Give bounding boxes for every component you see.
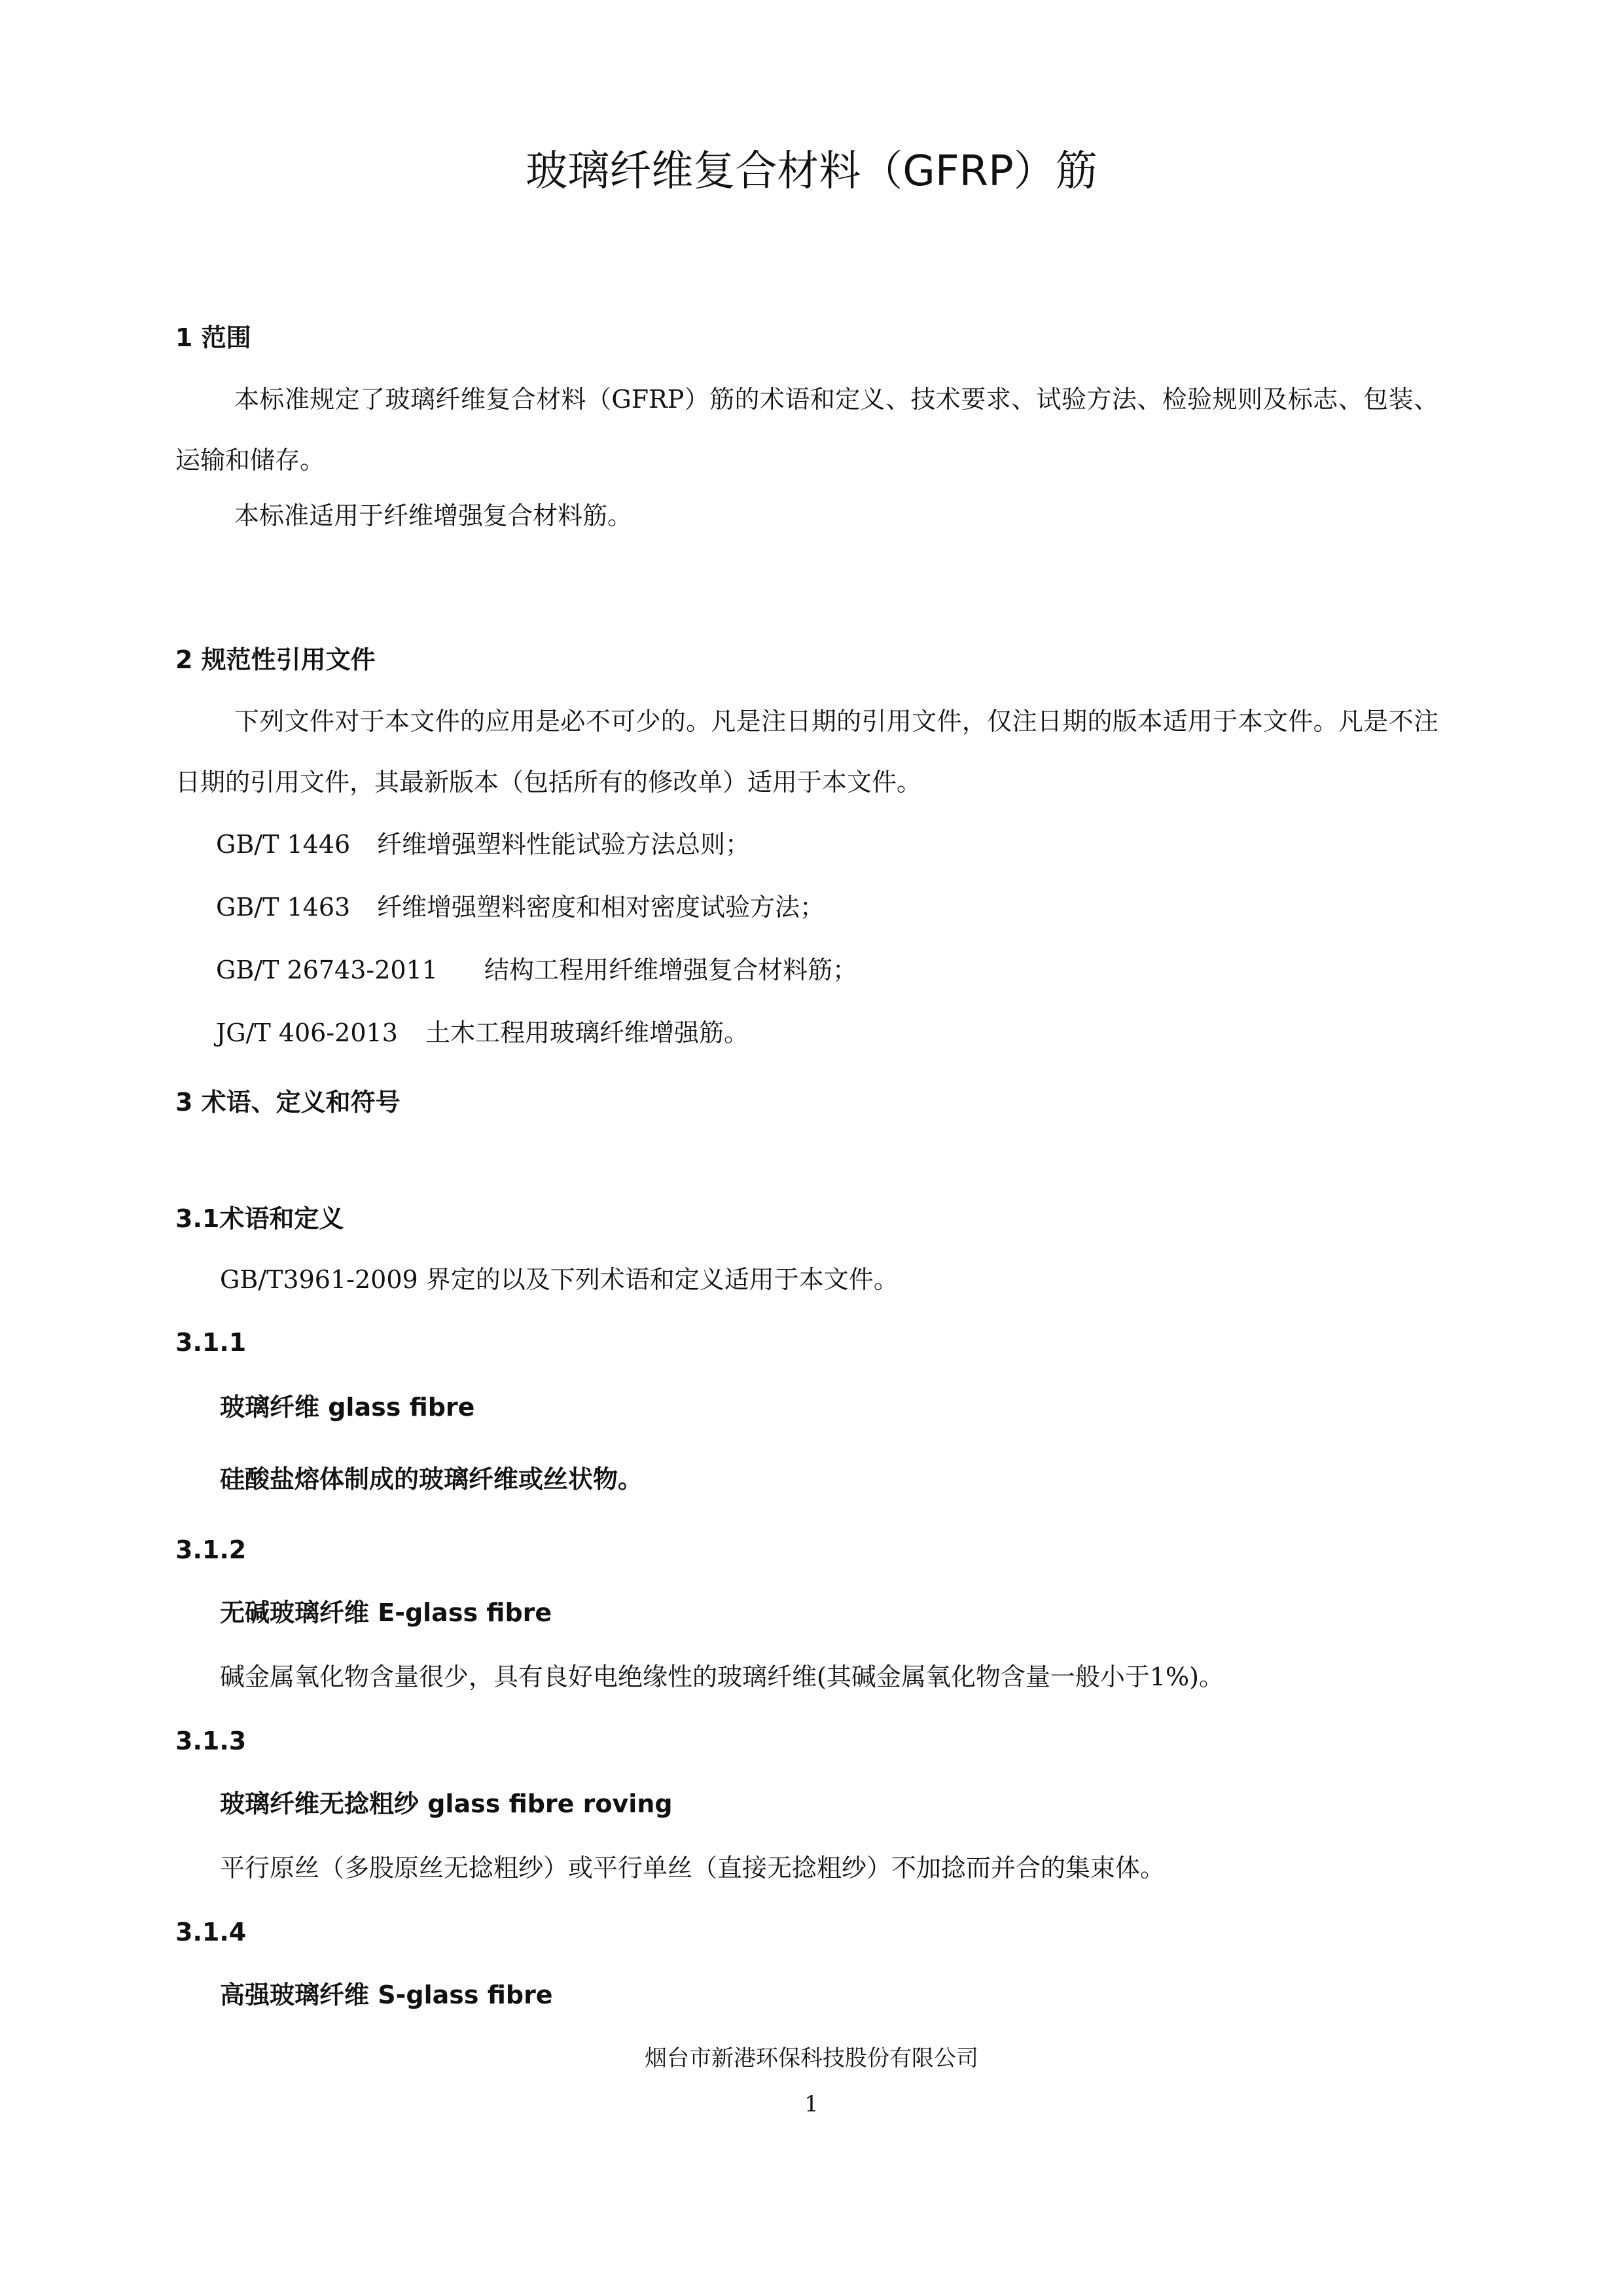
- term-definition: 碱金属氧化物含量很少，具有良好电绝缘性的玻璃纤维(其碱金属氧化物含量一般小于1%)。: [220, 1662, 1224, 1691]
- term-title: 高强玻璃纤维 S-glass fibre: [220, 1981, 553, 2009]
- reference-title: 结构工程用纤维增强复合材料筋；: [484, 956, 858, 984]
- reference-code: GB/T 1446: [216, 830, 351, 859]
- term-number: 3.1.4: [175, 1918, 247, 1946]
- reference-code: GB/T 1463: [216, 893, 351, 922]
- section-3-1-intro: GB/T3961-2009 界定的以及下列术语和定义适用于本文件。: [220, 1265, 899, 1294]
- document-title: 玻璃纤维复合材料（GFRP）筋: [526, 147, 1097, 196]
- section-1-paragraph-1: 本标准规定了玻璃纤维复合材料（GFRP）筋的术语和定义、技术要求、试验方法、检验规则及标志、包装、运输和储存。: [175, 385, 1438, 475]
- term-definition: 平行原丝（多股原丝无捻粗纱）或平行单丝（直接无捻粗纱）不加捻而并合的集束体。: [220, 1854, 1166, 1882]
- reference-item: [216, 1013, 749, 1052]
- reference-code: GB/T 26743-2011: [216, 956, 438, 984]
- page-number: 1: [804, 2091, 819, 2117]
- section-3-heading: 3 术语、定义和符号: [175, 1088, 401, 1117]
- section-2-paragraph-1: 下列文件对于本文件的应用是必不可少的。凡是注日期的引用文件，仅注日期的版本适用于本文件。凡是不注日期的引用文件，其最新版本（包括所有的修改单）适用于本文件。: [175, 707, 1438, 797]
- term-definition: 硅酸盐熔体制成的玻璃纤维或丝状物。: [220, 1465, 643, 1494]
- reference-title: 纤维增强塑料性能试验方法总则；: [377, 830, 751, 859]
- section-2-heading: 2 规范性引用文件: [175, 645, 376, 674]
- reference-code: JG/T 406-2013: [216, 1018, 398, 1047]
- section-1-heading: 1 范围: [175, 323, 251, 352]
- term-number: 3.1.1: [175, 1328, 247, 1357]
- section-3-1-heading: 3.1术语和定义: [175, 1204, 344, 1233]
- term-number: 3.1.2: [175, 1535, 247, 1564]
- footer-company: 烟台市新港环保科技股份有限公司: [645, 2045, 978, 2072]
- reference-item: [216, 825, 750, 864]
- section-1-paragraph-2: 本标准适用于纤维增强复合材料筋。: [234, 501, 633, 530]
- reference-item: [216, 888, 825, 927]
- reference-title: 土木工程用玻璃纤维增强筋。: [425, 1018, 749, 1047]
- term-number: 3.1.3: [175, 1727, 247, 1755]
- term-title: 无碱玻璃纤维 E-glass fibre: [220, 1598, 552, 1627]
- term-title: 玻璃纤维 glass fibre: [220, 1393, 475, 1422]
- term-title: 玻璃纤维无捻粗纱 glass fibre roving: [220, 1789, 673, 1818]
- reference-item: [216, 950, 857, 990]
- reference-title: 纤维增强塑料密度和相对密度试验方法；: [377, 893, 825, 922]
